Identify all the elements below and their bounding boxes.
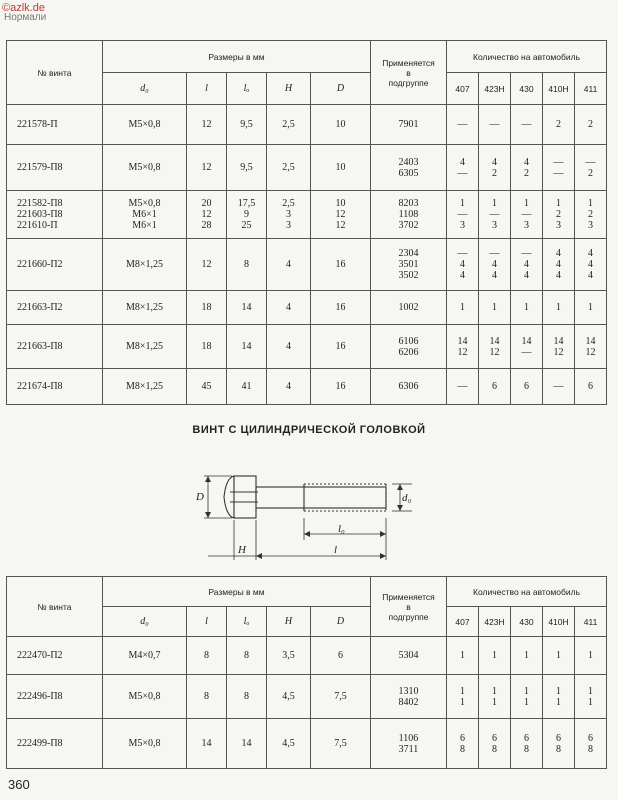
- subgroup-cell: 6306: [371, 369, 447, 405]
- qty-407-cell: —: [447, 105, 479, 145]
- header-num: № винта: [7, 41, 103, 105]
- table-row: [7, 369, 607, 405]
- header-d: D: [311, 73, 371, 105]
- qty-410n-cell: 14 12: [543, 325, 575, 369]
- screw-drawing: [186, 448, 416, 564]
- header-car-430: 430: [511, 607, 543, 637]
- length-l0-cell: 14: [227, 325, 267, 369]
- subgroup-cell: 1002: [371, 291, 447, 325]
- screw-number-cell: 221674-П8: [7, 369, 103, 405]
- table-row: [7, 637, 607, 675]
- section-title: ВИНТ С ЦИЛИНДРИЧЕСКОЙ ГОЛОВКОЙ: [192, 424, 426, 436]
- table-row: [7, 719, 607, 769]
- qty-430-cell: —: [511, 105, 543, 145]
- qty-410n-cell: 1: [543, 637, 575, 675]
- length-l-cell: 12: [187, 239, 227, 291]
- header-car-410n: 410Н: [543, 73, 575, 105]
- qty-411-cell: 1: [575, 291, 607, 325]
- header-car-407: 407: [447, 607, 479, 637]
- header-car-411: 411: [575, 607, 607, 637]
- length-l0-cell: 14: [227, 291, 267, 325]
- diameter-d-cell: 16: [311, 369, 371, 405]
- label-h: H: [238, 544, 246, 556]
- table-row: [7, 291, 607, 325]
- qty-423n-cell: 1 1: [479, 675, 511, 719]
- diameter-d-cell: 16: [311, 239, 371, 291]
- height-h-cell: 2,5: [267, 105, 311, 145]
- qty-407-cell: — 4 4: [447, 239, 479, 291]
- label-d0: d₀: [402, 492, 412, 504]
- qty-411-cell: — 2: [575, 145, 607, 191]
- height-h-cell: 4: [267, 325, 311, 369]
- page-number: 360: [8, 777, 30, 792]
- qty-430-cell: 14 —: [511, 325, 543, 369]
- screw-number-cell: 221660-П2: [7, 239, 103, 291]
- length-l-cell: 45: [187, 369, 227, 405]
- diameter-d-cell: 16: [311, 325, 371, 369]
- length-l0-cell: 9,5: [227, 105, 267, 145]
- screw-number-cell: 221578-П: [7, 105, 103, 145]
- height-h-cell: 4: [267, 369, 311, 405]
- header-l0: lₒ: [227, 73, 267, 105]
- diameter-d-cell: 7,5: [311, 719, 371, 769]
- header-num: № винта: [7, 577, 103, 637]
- diameter-d-cell: 7,5: [311, 675, 371, 719]
- qty-430-cell: 1 — 3: [511, 191, 543, 239]
- header-sizes: Размеры в мм: [103, 41, 371, 73]
- subgroup-cell: 8203 1108 3702: [371, 191, 447, 239]
- screw-number-cell: 221582-П8 221603-П8 221610-П: [7, 191, 103, 239]
- watermark: ©azlk.de: [2, 2, 45, 14]
- qty-423n-cell: —: [479, 105, 511, 145]
- subgroup-cell: 1310 8402: [371, 675, 447, 719]
- subgroup-cell: 2304 3501 3502: [371, 239, 447, 291]
- header-sizes: Размеры в мм: [103, 577, 371, 607]
- table-row: [7, 105, 607, 145]
- qty-411-cell: 4 4 4: [575, 239, 607, 291]
- qty-410n-cell: 1: [543, 291, 575, 325]
- qty-430-cell: — 4 4: [511, 239, 543, 291]
- length-l-cell: 8: [187, 675, 227, 719]
- screw-number-cell: 221579-П8: [7, 145, 103, 191]
- height-h-cell: 2,5: [267, 145, 311, 191]
- header-qty: Количество на автомобиль: [447, 577, 607, 607]
- diameter-d-cell: 16: [311, 291, 371, 325]
- qty-423n-cell: 1: [479, 637, 511, 675]
- length-l-cell: 20 12 28: [187, 191, 227, 239]
- table-row: [7, 239, 607, 291]
- thread-d0-cell: М5×0,8: [103, 145, 187, 191]
- table-row: [7, 145, 607, 191]
- thread-d0-cell: М8×1,25: [103, 239, 187, 291]
- qty-410n-cell: 1 2 3: [543, 191, 575, 239]
- thread-d0-cell: М5×0,8: [103, 105, 187, 145]
- screw-number-cell: 222496-П8: [7, 675, 103, 719]
- header-applied: Применяется в подгруппе: [371, 577, 447, 637]
- qty-423n-cell: — 4 4: [479, 239, 511, 291]
- thread-d0-cell: М5×0,8: [103, 675, 187, 719]
- qty-410n-cell: — —: [543, 145, 575, 191]
- screw-number-cell: 221663-П8: [7, 325, 103, 369]
- qty-410n-cell: 2: [543, 105, 575, 145]
- qty-430-cell: 6: [511, 369, 543, 405]
- qty-410n-cell: 6 8: [543, 719, 575, 769]
- qty-423n-cell: 4 2: [479, 145, 511, 191]
- height-h-cell: 4,5: [267, 719, 311, 769]
- table-row: [7, 191, 607, 239]
- qty-411-cell: 1: [575, 637, 607, 675]
- header-l: l: [187, 73, 227, 105]
- qty-430-cell: 6 8: [511, 719, 543, 769]
- length-l0-cell: 8: [227, 239, 267, 291]
- header-car-410n: 410Н: [543, 607, 575, 637]
- header-car-411: 411: [575, 73, 607, 105]
- qty-411-cell: 14 12: [575, 325, 607, 369]
- qty-423n-cell: 6: [479, 369, 511, 405]
- diameter-d-cell: 6: [311, 637, 371, 675]
- qty-407-cell: 1 — 3: [447, 191, 479, 239]
- subgroup-cell: 2403 6305: [371, 145, 447, 191]
- diameter-d-cell: 10: [311, 145, 371, 191]
- header-car-423n: 423Н: [479, 607, 511, 637]
- header-car-430: 430: [511, 73, 543, 105]
- qty-430-cell: 1 1: [511, 675, 543, 719]
- qty-407-cell: 14 12: [447, 325, 479, 369]
- length-l-cell: 14: [187, 719, 227, 769]
- length-l0-cell: 41: [227, 369, 267, 405]
- subgroup-cell: 6106 6206: [371, 325, 447, 369]
- length-l0-cell: 8: [227, 675, 267, 719]
- screw-number-cell: 221663-П2: [7, 291, 103, 325]
- label-l0: l₀: [338, 523, 345, 535]
- thread-d0-cell: М8×1,25: [103, 369, 187, 405]
- height-h-cell: 4: [267, 291, 311, 325]
- length-l0-cell: 8: [227, 637, 267, 675]
- thread-d0-cell: М5×0,8 М6×1 М6×1: [103, 191, 187, 239]
- qty-407-cell: 1 1: [447, 675, 479, 719]
- length-l0-cell: 9,5: [227, 145, 267, 191]
- label-l: l: [334, 544, 338, 556]
- thread-d0-cell: М4×0,7: [103, 637, 187, 675]
- qty-411-cell: 2: [575, 105, 607, 145]
- length-l0-cell: 17,5 9 25: [227, 191, 267, 239]
- length-l-cell: 12: [187, 145, 227, 191]
- header-d0: d₀: [103, 73, 187, 105]
- header-qty: Количество на автомобиль: [447, 41, 607, 73]
- qty-411-cell: 1 2 3: [575, 191, 607, 239]
- qty-423n-cell: 6 8: [479, 719, 511, 769]
- length-l0-cell: 14: [227, 719, 267, 769]
- header-h: H: [267, 73, 311, 105]
- header-l: l: [187, 607, 227, 637]
- header-applied: Применяется в подгруппе: [371, 41, 447, 105]
- screw-table-2: [6, 576, 607, 769]
- thread-d0-cell: М8×1,25: [103, 325, 187, 369]
- header-d0: d₀: [103, 607, 187, 637]
- screw-number-cell: 222470-П2: [7, 637, 103, 675]
- qty-407-cell: —: [447, 369, 479, 405]
- qty-411-cell: 6 8: [575, 719, 607, 769]
- length-l-cell: 12: [187, 105, 227, 145]
- diameter-d-cell: 10 12 12: [311, 191, 371, 239]
- qty-423n-cell: 1: [479, 291, 511, 325]
- qty-423n-cell: 1 — 3: [479, 191, 511, 239]
- thread-d0-cell: М5×0,8: [103, 719, 187, 769]
- header-car-407: 407: [447, 73, 479, 105]
- screw-table-1: [6, 40, 607, 405]
- length-l-cell: 8: [187, 637, 227, 675]
- screw-number-cell: 222499-П8: [7, 719, 103, 769]
- subgroup-cell: 1106 3711: [371, 719, 447, 769]
- qty-407-cell: 1: [447, 291, 479, 325]
- subgroup-cell: 7901: [371, 105, 447, 145]
- thread-d0-cell: М8×1,25: [103, 291, 187, 325]
- qty-411-cell: 1 1: [575, 675, 607, 719]
- header-car-423n: 423Н: [479, 73, 511, 105]
- table-row: [7, 325, 607, 369]
- height-h-cell: 2,5 3 3: [267, 191, 311, 239]
- qty-411-cell: 6: [575, 369, 607, 405]
- qty-407-cell: 1: [447, 637, 479, 675]
- watermark-subtitle: Нормали: [4, 12, 47, 23]
- qty-410n-cell: 1 1: [543, 675, 575, 719]
- height-h-cell: 4,5: [267, 675, 311, 719]
- qty-430-cell: 1: [511, 291, 543, 325]
- height-h-cell: 4: [267, 239, 311, 291]
- table-row: [7, 675, 607, 719]
- length-l-cell: 18: [187, 291, 227, 325]
- header-l0: lₒ: [227, 607, 267, 637]
- header-h: H: [267, 607, 311, 637]
- length-l-cell: 18: [187, 325, 227, 369]
- label-d: D: [196, 491, 204, 503]
- header-d: D: [311, 607, 371, 637]
- qty-410n-cell: 4 4 4: [543, 239, 575, 291]
- qty-423n-cell: 14 12: [479, 325, 511, 369]
- diameter-d-cell: 10: [311, 105, 371, 145]
- qty-410n-cell: —: [543, 369, 575, 405]
- qty-407-cell: 6 8: [447, 719, 479, 769]
- subgroup-cell: 5304: [371, 637, 447, 675]
- qty-407-cell: 4 —: [447, 145, 479, 191]
- qty-430-cell: 4 2: [511, 145, 543, 191]
- height-h-cell: 3,5: [267, 637, 311, 675]
- qty-430-cell: 1: [511, 637, 543, 675]
